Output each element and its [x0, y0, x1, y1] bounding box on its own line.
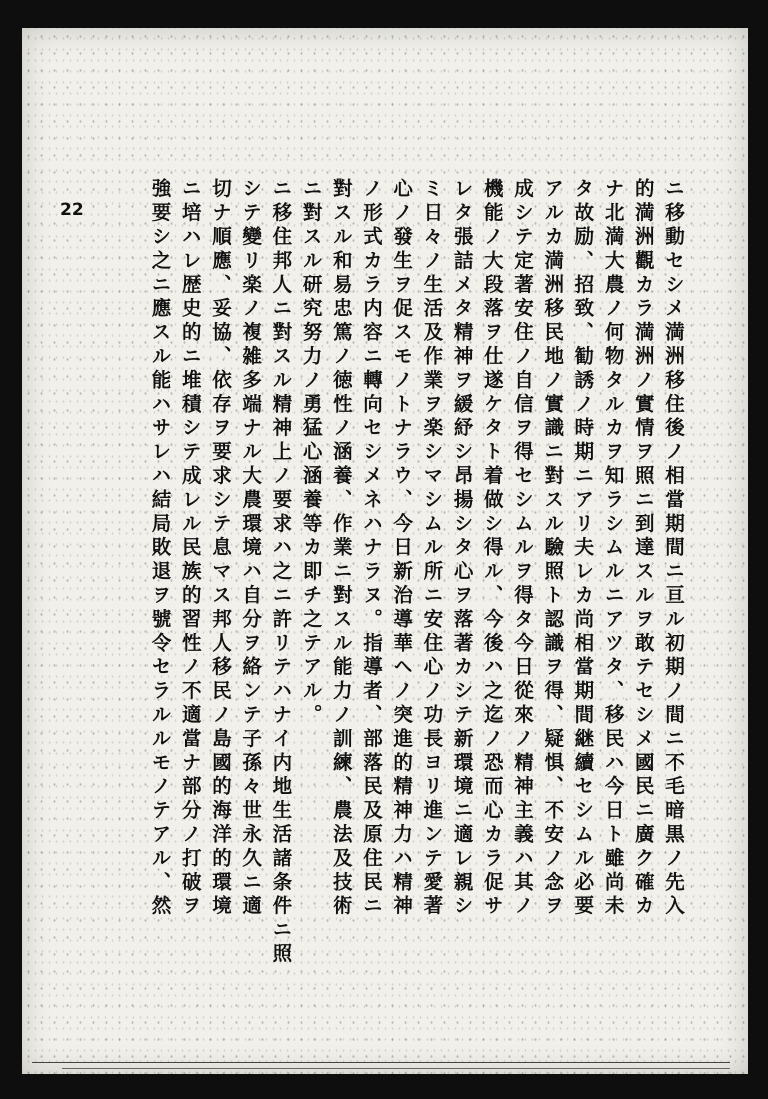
text-line: ノ形式カラ内容ニ轉向セシメネハナラヌ。指導者、部落民及原住民ニ — [359, 178, 383, 919]
text-line: 對スル和易忠篤ノ徳性ノ涵養、作業ニ對スル能力ノ訓練、農法及技術 — [329, 178, 353, 919]
text-line: ニ對スル研究努力ノ勇猛心涵養等カ即チ之テアル。 — [299, 178, 323, 728]
bottom-rule-secondary — [62, 1068, 730, 1069]
text-line: タ故励、招致、勧誘ノ時期ニアリ夫レカ尚相當期間継續セシムル必要 — [571, 178, 595, 919]
text-line: シテ變リ楽ノ複雑多端ナル大農環境ハ自分ヲ絡ンテ子孫々世永久ニ適 — [239, 178, 263, 919]
document-page — [22, 28, 748, 1074]
text-line: ナ北満大農ノ何物タルカヲ知ラシムルニアツタ、移民ハ今日ト雖尚未 — [601, 178, 625, 919]
text-line: 強要シ之ニ應スル能ハサレハ結局敗退ヲ號令セラルルモノテアル、然 — [148, 178, 172, 919]
body-text — [88, 178, 688, 1058]
text-line: 成シテ定著安住ノ自信ヲ得セシムルヲ得タ今日從來ノ精神主義ハ其ノ — [510, 178, 534, 919]
text-line: アルカ満洲移民地ノ實識ニ對スル驗照ト認識ヲ得、疑惧、不安ノ念ヲ — [541, 178, 565, 919]
page-number: 22 — [60, 200, 84, 220]
bottom-rule — [32, 1062, 730, 1063]
text-line: 機能ノ大段落ヲ仕遂ケタト着做シ得ル、今後ハ之迄ノ恐而心カラ促サ — [480, 178, 504, 919]
text-line: ニ移動セシメ満洲移住後ノ相當期間ニ亘ル初期ノ間ニ不毛暗黒ノ先入 — [662, 178, 685, 919]
text-line: ニ移住邦人ニ對スル精神上ノ要求ハ之ニ許リテハナイ内地生活諸条件ニ照 — [269, 178, 293, 967]
text-line: ミ日々ノ生活及作業ヲ楽シマシムル所ニ安住心ノ功長ヨリ進ンテ愛著 — [420, 178, 444, 919]
text-line: 心ノ發生ヲ促スモノトナラウ、今日新治導華ヘノ突進的精神力ハ精神 — [390, 178, 414, 919]
text-line: 切ナ順應、妥協、依存ヲ要求シテ息マス邦人移民ノ島國的海洋的環境 — [208, 178, 232, 919]
text-line: レタ張詰メタ精神ヲ緩紓シ昂揚シタ心ヲ落著カシテ新環境ニ適レ親シ — [450, 178, 474, 919]
text-line: ニ培ハレ歴史的ニ堆積シテ成レル民族的習性ノ不適當ナ部分ノ打破ヲ — [178, 178, 202, 919]
text-line: 的満洲觀カラ満洲ノ實情ヲ照ニ到達スルヲ敢テセシメ國民ニ廣ク確カ — [631, 178, 655, 919]
